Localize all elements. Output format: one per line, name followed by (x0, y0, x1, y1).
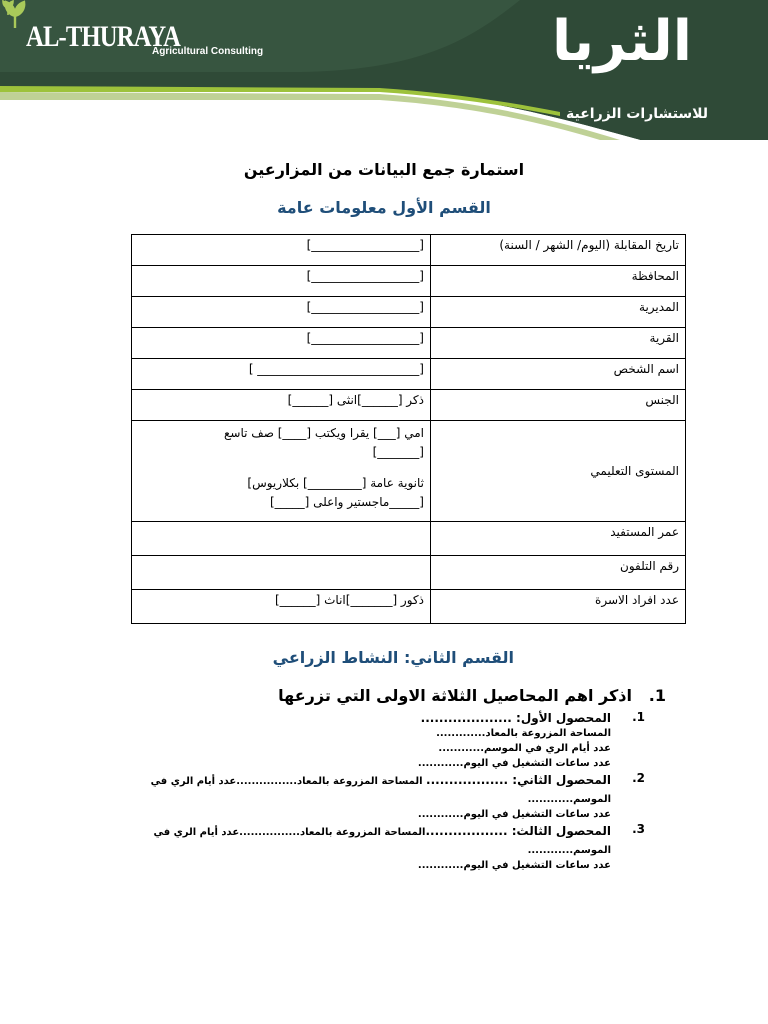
table-row (132, 421, 686, 522)
field-label-gender: الجنس (431, 390, 686, 421)
list-item (130, 771, 645, 822)
brand-tagline-english: Agricultural Consulting (152, 46, 264, 57)
list-item (130, 710, 645, 771)
crop-detail[interactable]: عدد ساعات التشغيل في اليوم............ (417, 860, 611, 871)
field-value-phone-number[interactable] (132, 556, 431, 590)
crop-title[interactable]: المحصول الثالث: .................. (425, 824, 611, 838)
crop-detail[interactable]: المساحة المزروعة بالمعاد............. (436, 728, 611, 739)
education-options-line: ثانوية عامة [_________] بكلاريوس] (247, 476, 424, 490)
field-label-beneficiary-age: عمر المستفيد (431, 522, 686, 556)
crop-number: 1. (632, 710, 645, 724)
table-row (132, 590, 686, 624)
field-label-education-level: المستوى التعليمي (431, 421, 686, 522)
table-row (132, 522, 686, 556)
brand-name-english: AL-THURAYA (26, 20, 181, 53)
education-options-line: [_______] (372, 445, 424, 459)
field-value-family-size[interactable]: ذكور [_______]اناث [______] (132, 590, 431, 624)
section-1-title: القسم الأول معلومات عامة (277, 198, 491, 217)
field-value-village[interactable]: [__________________] (132, 328, 431, 359)
crop-title[interactable]: المحصول الثاني: .................. (426, 773, 611, 787)
field-label-interview-date: تاريخ المقابلة (اليوم/ الشهر / السنة) (431, 235, 686, 266)
table-row (132, 235, 686, 266)
field-label-governorate: المحافظة (431, 266, 686, 297)
list-item (130, 822, 645, 873)
crop-detail[interactable]: عدد أيام الري في الموسم............ (438, 743, 611, 754)
question-1 (278, 686, 666, 705)
brand-name-arabic: الثريا (552, 9, 692, 74)
field-value-district[interactable]: [__________________] (132, 297, 431, 328)
education-options-line: [_____ماجستير واعلى [_____] (269, 495, 424, 509)
form-title: استمارة جمع البيانات من المزارعين (243, 160, 525, 179)
table-row (132, 390, 686, 421)
crops-list (130, 710, 645, 873)
crop-detail[interactable]: عدد ساعات التشغيل في اليوم............ (417, 758, 611, 769)
field-value-governorate[interactable]: [__________________] (132, 266, 431, 297)
brand-tagline-arabic: للاستشارات الزراعية (566, 106, 709, 122)
table-row (132, 359, 686, 390)
question-text: اذكر اهم المحاصيل الثلاثة الاولى التي تزرعها (278, 686, 632, 705)
field-label-district: المديرية (431, 297, 686, 328)
field-label-person-name: اسم الشخص (431, 359, 686, 390)
field-label-family-size: عدد افراد الاسرة (431, 590, 686, 624)
table-row (132, 556, 686, 590)
table-row (132, 266, 686, 297)
crop-detail[interactable]: المساحة المزروعة بالمعاد................عدد أيام الري في الموسم............ (150, 776, 611, 805)
field-value-gender[interactable]: ذكر [______]انثى [______] (132, 390, 431, 421)
section-2-title: القسم الثاني: النشاط الزراعي (272, 648, 514, 667)
header-banner (0, 0, 768, 140)
field-value-person-name[interactable]: [___________________________ ] (132, 359, 431, 390)
field-label-phone-number: رقم التلفون (431, 556, 686, 590)
field-value-interview-date[interactable]: [__________________] (132, 235, 431, 266)
education-options-line: امي [___] يقرا ويكتب [____] صف تاسع (224, 426, 424, 440)
table-row (132, 297, 686, 328)
general-info-table (131, 234, 686, 624)
crop-number: 3. (632, 822, 645, 836)
table-row (132, 328, 686, 359)
field-value-beneficiary-age[interactable] (132, 522, 431, 556)
question-number: 1. (648, 686, 666, 705)
crop-title[interactable]: المحصول الأول: .................... (420, 711, 611, 725)
field-label-village: القرية (431, 328, 686, 359)
crop-number: 2. (632, 771, 645, 785)
leaf-icon (0, 0, 30, 30)
field-value-education-level[interactable] (132, 421, 431, 522)
crop-detail[interactable]: عدد ساعات التشغيل في اليوم............ (417, 809, 611, 820)
crop-detail[interactable]: المساحة المزروعة بالمعاد................عدد أيام الري في الموسم............ (153, 827, 611, 856)
